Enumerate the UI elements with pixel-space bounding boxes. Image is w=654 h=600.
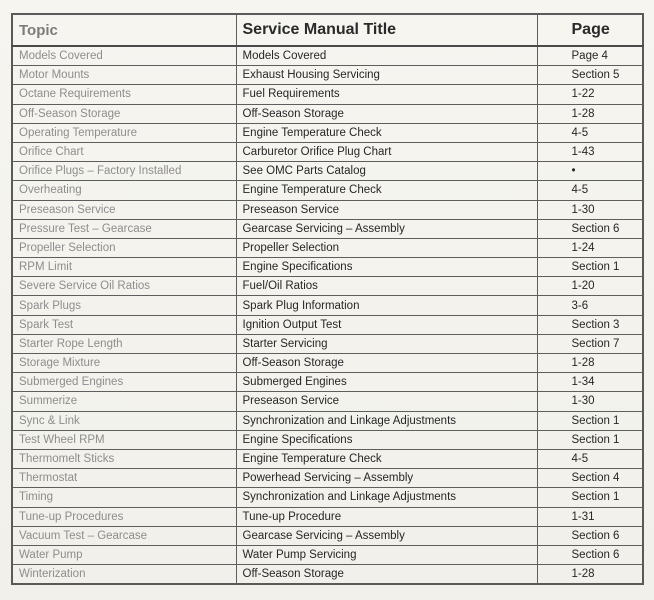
title-cell: Engine Temperature Check (236, 449, 537, 468)
page-cell: 1-31 (537, 507, 643, 526)
page-cell: Section 5 (537, 66, 643, 85)
page-cell: Section 4 (537, 469, 643, 488)
table-row (12, 488, 643, 507)
table-row (12, 66, 643, 85)
header-service-manual-title: Service Manual Title (236, 14, 537, 46)
page-cell: 1-28 (537, 565, 643, 585)
page-cell: 1-24 (537, 238, 643, 257)
title-cell: See OMC Parts Catalog (236, 162, 537, 181)
table-row (12, 565, 643, 585)
table-row (12, 219, 643, 238)
table-row (12, 507, 643, 526)
page-cell: Section 1 (537, 430, 643, 449)
title-cell: Carburetor Orifice Plug Chart (236, 142, 537, 161)
title-cell: Engine Specifications (236, 430, 537, 449)
topic-cell: Winterization (12, 565, 236, 585)
topic-cell: Vacuum Test – Gearcase (12, 526, 236, 545)
title-cell: Synchronization and Linkage Adjustments (236, 488, 537, 507)
table-body (12, 46, 643, 584)
table-row (12, 545, 643, 564)
page-cell: Section 1 (537, 488, 643, 507)
topic-cell: Orifice Chart (12, 142, 236, 161)
table-row (12, 46, 643, 66)
table-row (12, 142, 643, 161)
title-cell: Gearcase Servicing – Assembly (236, 526, 537, 545)
title-cell: Spark Plug Information (236, 296, 537, 315)
table-row (12, 200, 643, 219)
topic-cell: Spark Test (12, 315, 236, 334)
page-cell: 1-30 (537, 200, 643, 219)
title-cell: Gearcase Servicing – Assembly (236, 219, 537, 238)
table-row (12, 123, 643, 142)
topic-cell: Overheating (12, 181, 236, 200)
table-row (12, 430, 643, 449)
page-cell: 4-5 (537, 123, 643, 142)
topic-cell: Starter Rope Length (12, 334, 236, 353)
page-cell: 4-5 (537, 181, 643, 200)
topic-cell: Severe Service Oil Ratios (12, 277, 236, 296)
topic-cell: Pressure Test – Gearcase (12, 219, 236, 238)
topic-cell: Off-Season Storage (12, 104, 236, 123)
title-cell: Starter Servicing (236, 334, 537, 353)
service-index-table (11, 13, 644, 585)
title-cell: Preseason Service (236, 200, 537, 219)
title-cell: Engine Temperature Check (236, 123, 537, 142)
title-cell: Submerged Engines (236, 373, 537, 392)
table-row (12, 392, 643, 411)
table-row (12, 258, 643, 277)
page-cell: Section 6 (537, 545, 643, 564)
page-cell: Section 7 (537, 334, 643, 353)
topic-cell: Models Covered (12, 46, 236, 66)
title-cell: Fuel/Oil Ratios (236, 277, 537, 296)
page-cell: 1-22 (537, 85, 643, 104)
table-row (12, 162, 643, 181)
topic-cell: Operating Temperature (12, 123, 236, 142)
page-cell: 1-28 (537, 354, 643, 373)
topic-cell: Propeller Selection (12, 238, 236, 257)
topic-cell: Orifice Plugs – Factory Installed (12, 162, 236, 181)
page-cell: 1-20 (537, 277, 643, 296)
topic-cell: Preseason Service (12, 200, 236, 219)
table-row (12, 354, 643, 373)
page-cell: 1-43 (537, 142, 643, 161)
title-cell: Off-Season Storage (236, 104, 537, 123)
page-cell: 1-34 (537, 373, 643, 392)
page-cell: 1-30 (537, 392, 643, 411)
table-row (12, 334, 643, 353)
table-row (12, 296, 643, 315)
title-cell: Off-Season Storage (236, 354, 537, 373)
page-cell: • (537, 162, 643, 181)
topic-cell: Timing (12, 488, 236, 507)
topic-cell: Sync & Link (12, 411, 236, 430)
title-cell: Ignition Output Test (236, 315, 537, 334)
title-cell: Fuel Requirements (236, 85, 537, 104)
title-cell: Tune-up Procedure (236, 507, 537, 526)
page-cell: 3-6 (537, 296, 643, 315)
table-row (12, 238, 643, 257)
topic-cell: Storage Mixture (12, 354, 236, 373)
table-row (12, 469, 643, 488)
title-cell: Off-Season Storage (236, 565, 537, 585)
title-cell: Preseason Service (236, 392, 537, 411)
topic-cell: Motor Mounts (12, 66, 236, 85)
topic-cell: RPM Limit (12, 258, 236, 277)
topic-cell: Octane Requirements (12, 85, 236, 104)
table-row (12, 526, 643, 545)
page-cell: Page 4 (537, 46, 643, 66)
title-cell: Propeller Selection (236, 238, 537, 257)
title-cell: Models Covered (236, 46, 537, 66)
topic-cell: Thermostat (12, 469, 236, 488)
title-cell: Engine Temperature Check (236, 181, 537, 200)
page-cell: 1-28 (537, 104, 643, 123)
page-cell: Section 6 (537, 219, 643, 238)
topic-cell: Submerged Engines (12, 373, 236, 392)
page-cell: Section 1 (537, 411, 643, 430)
header-page: Page (537, 14, 643, 46)
title-cell: Water Pump Servicing (236, 545, 537, 564)
title-cell: Exhaust Housing Servicing (236, 66, 537, 85)
table-row (12, 181, 643, 200)
page-cell: 4-5 (537, 449, 643, 468)
table-row (12, 85, 643, 104)
header-topic: Topic (12, 14, 236, 46)
topic-cell: Spark Plugs (12, 296, 236, 315)
title-cell: Synchronization and Linkage Adjustments (236, 411, 537, 430)
table-row (12, 277, 643, 296)
table-row (12, 411, 643, 430)
table-row (12, 104, 643, 123)
table-row (12, 373, 643, 392)
topic-cell: Tune-up Procedures (12, 507, 236, 526)
page-cell: Section 3 (537, 315, 643, 334)
table-header (12, 14, 643, 46)
table-row (12, 315, 643, 334)
table-row (12, 449, 643, 468)
title-cell: Powerhead Servicing – Assembly (236, 469, 537, 488)
header-row (12, 14, 643, 46)
topic-cell: Test Wheel RPM (12, 430, 236, 449)
topic-cell: Thermomelt Sticks (12, 449, 236, 468)
title-cell: Engine Specifications (236, 258, 537, 277)
topic-cell: Summerize (12, 392, 236, 411)
topic-cell: Water Pump (12, 545, 236, 564)
page-cell: Section 1 (537, 258, 643, 277)
page-cell: Section 6 (537, 526, 643, 545)
